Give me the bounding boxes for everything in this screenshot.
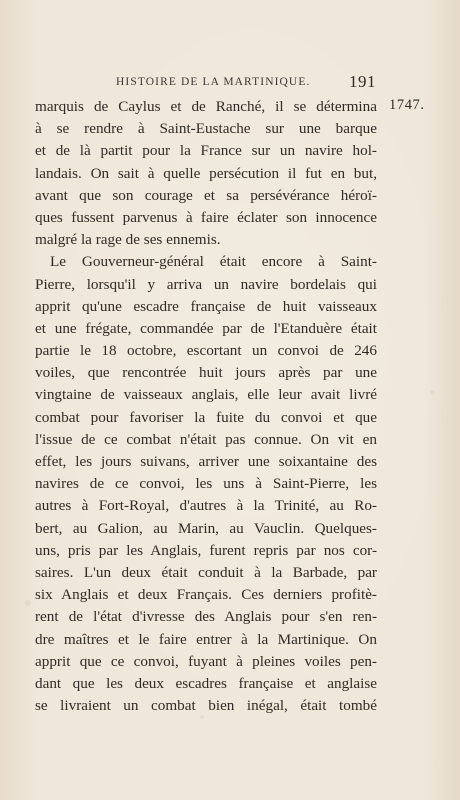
text-line: Pierre, lorsqu'il y arriva un navire bordelais qui: [35, 275, 377, 293]
text-line: dre maîtres et le faire entrer à la Martinique. On: [35, 630, 377, 648]
text-line: malgré la rage de ses ennemis.: [35, 231, 221, 249]
text-line: uns, pris par les Anglais, furent repris par nos cor-: [35, 541, 377, 559]
text-line: combat pour favoriser la fuite du convoi et que: [35, 408, 377, 426]
text-line: ques fussent parvenus à faire éclater son innocence: [35, 208, 377, 226]
text-line: saires. L'un deux était conduit à la Barbade, par: [35, 563, 377, 581]
text-line: vingtaine de vaisseaux anglais, elle leur avait livré: [35, 386, 377, 404]
text-line: landais. On sait à quelle persécution il fut en but,: [35, 164, 377, 182]
running-title: HISTOIRE DE LA MARTINIQUE.: [116, 76, 311, 88]
text-line: voiles, que rencontrée huit jours après par une: [35, 364, 377, 382]
text-line: navires de ce convoi, les uns à Saint-Pierre, les: [35, 475, 377, 493]
text-line: effet, les jours suivans, arriver une soixantaine des: [35, 453, 377, 470]
margin-year-note: 1747.: [389, 97, 425, 113]
text-line: apprit qu'une escadre française de huit vaisseaux: [35, 297, 377, 315]
text-line: avant que son courage et sa persévérance héroï-: [35, 186, 377, 204]
text-line: partie le 18 octobre, escortant un convoi de 246: [35, 342, 377, 360]
running-head: [116, 74, 374, 92]
text-line: dant que les deux escadres française et anglaise: [35, 674, 377, 692]
text-line: rent de l'état d'ivresse des Anglais pour s'en ren-: [35, 608, 377, 626]
text-line: et une frégate, commandée par de l'Etanduère était: [35, 319, 377, 337]
text-line: marquis de Caylus et de Ranché, il se détermina: [35, 98, 377, 115]
text-line: l'issue de ce combat n'était pas connue. On vit en: [35, 430, 377, 448]
body-text: [35, 96, 377, 717]
text-line: bert, au Galion, au Marin, au Vauclin. Quelques-: [35, 519, 377, 537]
text-line: à se rendre à Saint-Eustache sur une barque: [35, 120, 377, 138]
text-line: et de là partit pour la France sur un navire hol-: [35, 142, 377, 160]
paragraph-start-line: Le Gouverneur-général était encore à Saint-: [50, 253, 377, 271]
text-line: se livraient un combat bien inégal, était tombé: [35, 697, 377, 715]
page-number: 191: [349, 72, 376, 91]
text-line: apprit que ce convoi, fuyant à pleines voiles pen-: [35, 652, 377, 670]
text-line: six Anglais et deux Français. Ces derniers profitè-: [35, 586, 377, 604]
foxing-spot: [430, 390, 435, 395]
text-line: autres à Fort-Royal, d'autres à la Trinité, au Ro-: [35, 497, 377, 515]
foxing-spot: [25, 600, 31, 606]
